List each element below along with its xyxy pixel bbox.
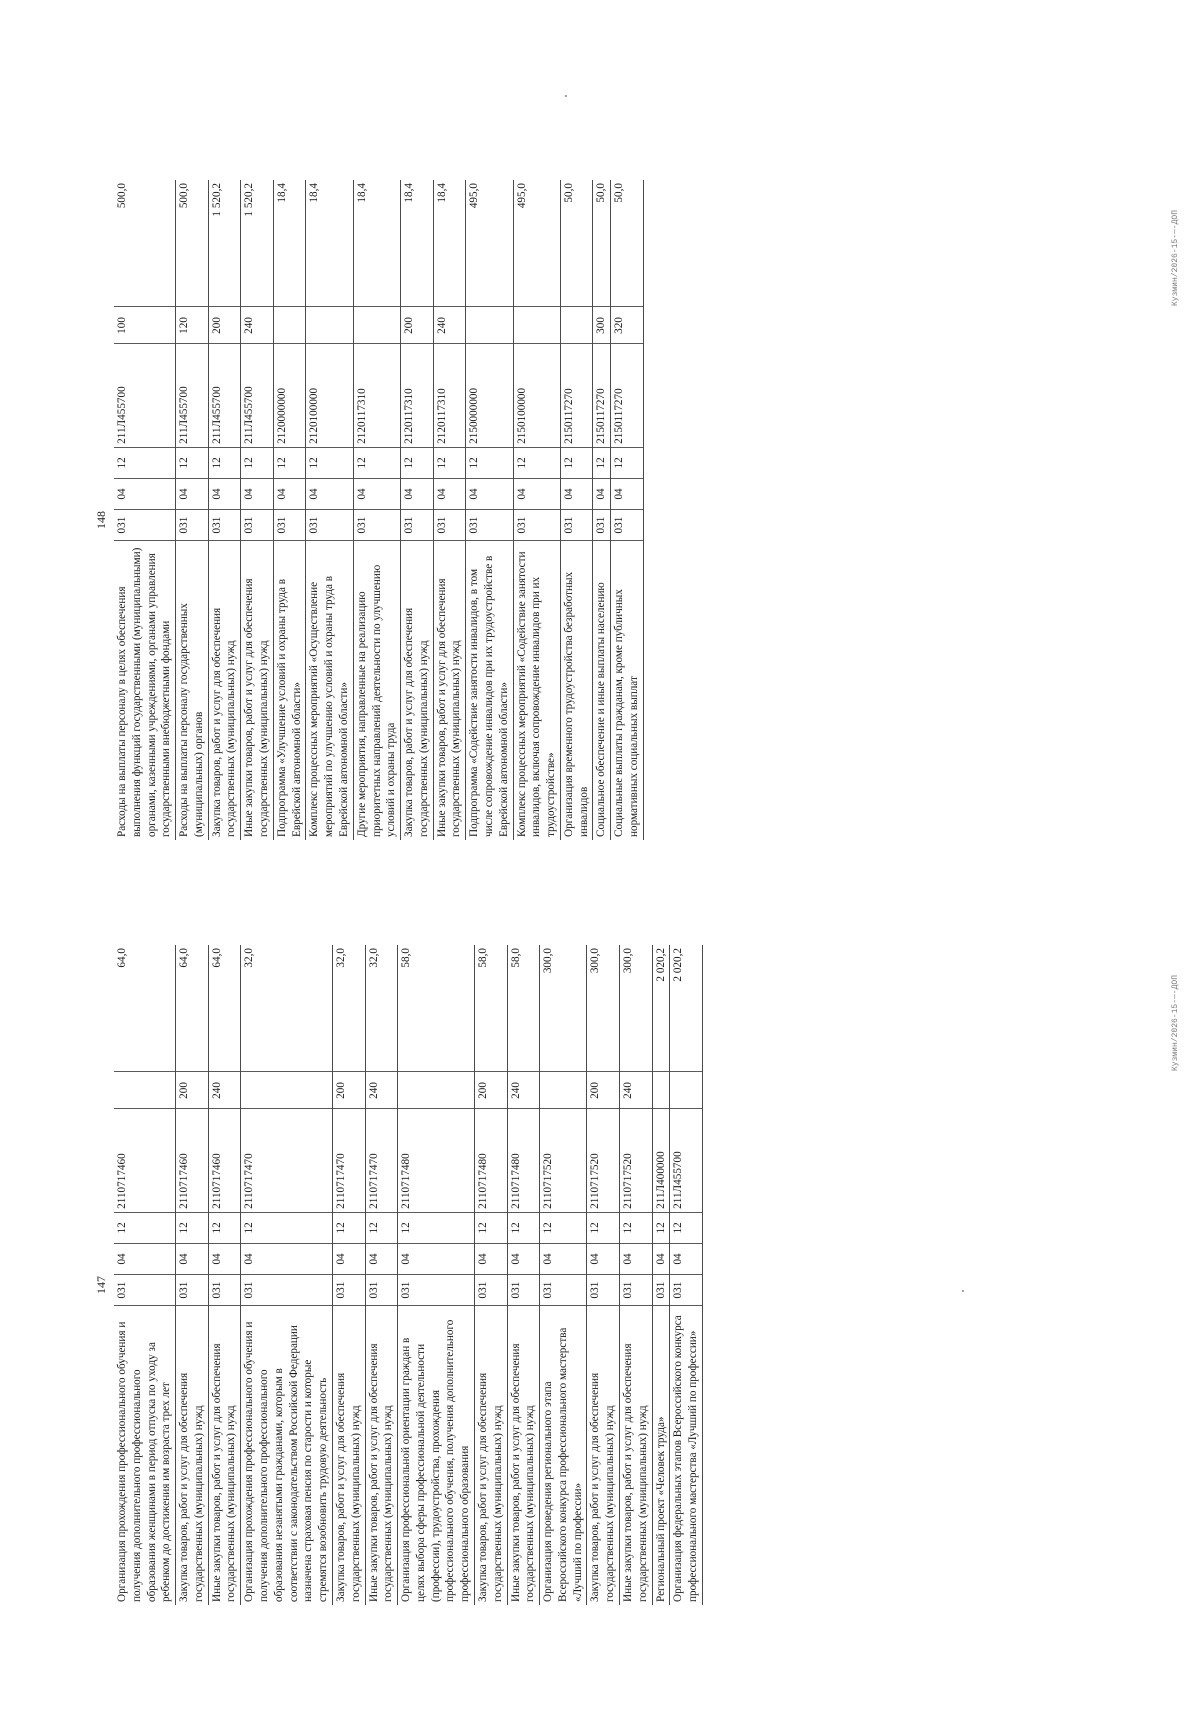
- ministry-code: 031: [652, 1275, 670, 1306]
- subsection-code: 12: [241, 447, 274, 478]
- ministry-code: 031: [560, 510, 593, 541]
- section-code: 04: [241, 478, 274, 509]
- expense-type-code: 240: [433, 307, 466, 344]
- target-article-code: 2110717480: [398, 1109, 475, 1212]
- target-article-code: 211Л455700: [241, 344, 274, 447]
- expense-type-code: [560, 307, 593, 344]
- row-name: Региональный проект «Человек труда»: [652, 1306, 670, 1605]
- page-number: 147: [94, 1276, 108, 1294]
- section-code: 04: [176, 1243, 209, 1274]
- target-article-code: 211Л455700: [114, 344, 176, 447]
- row-name: Закупка товаров, работ и услуг для обеспечения государственных (муниципальных) нужд: [474, 1306, 507, 1605]
- subsection-code: 12: [398, 1212, 475, 1243]
- ministry-code: 031: [507, 1275, 540, 1306]
- table-row: [114, 180, 176, 840]
- subsection-code: 12: [466, 447, 513, 478]
- expense-type-code: [241, 1072, 333, 1109]
- table-row: [114, 945, 176, 1605]
- section-code: 04: [433, 478, 466, 509]
- budget-table: [114, 180, 644, 840]
- section-code: 04: [401, 478, 434, 509]
- subsection-code: 12: [611, 447, 644, 478]
- table-row: [652, 945, 670, 1605]
- amount-value: 18,4: [401, 180, 434, 307]
- row-name: Закупка товаров, работ и услуг для обеспечения государственных (муниципальных) нужд: [401, 541, 434, 840]
- table-row: [273, 180, 306, 840]
- section-code: 04: [620, 1243, 653, 1274]
- table-row: [176, 180, 209, 840]
- table-row: [208, 945, 241, 1605]
- expense-type-code: [306, 307, 353, 344]
- expense-type-code: 200: [176, 1072, 209, 1109]
- subsection-code: 12: [176, 447, 209, 478]
- expense-type-code: 240: [507, 1072, 540, 1109]
- section-code: 04: [306, 478, 353, 509]
- subsection-code: 12: [114, 447, 176, 478]
- amount-value: 50,0: [593, 180, 611, 307]
- subsection-code: 12: [433, 447, 466, 478]
- table-row: [241, 945, 333, 1605]
- row-name: Закупка товаров, работ и услуг для обеспечения государственных (муниципальных) нужд: [208, 541, 241, 840]
- expense-type-code: 100: [114, 307, 176, 344]
- ministry-code: 031: [513, 510, 560, 541]
- target-article-code: 2110717470: [365, 1109, 398, 1212]
- amount-value: 50,0: [611, 180, 644, 307]
- subsection-code: 12: [507, 1212, 540, 1243]
- section-code: 04: [114, 1243, 176, 1274]
- subsection-code: 12: [114, 1212, 176, 1243]
- table-row: [433, 180, 466, 840]
- section-code: 04: [652, 1243, 670, 1274]
- subsection-code: 12: [208, 447, 241, 478]
- amount-value: 495,0: [466, 180, 513, 307]
- ministry-code: 031: [474, 1275, 507, 1306]
- section-code: 04: [560, 478, 593, 509]
- ministry-code: 031: [114, 510, 176, 541]
- target-article-code: 211Л455700: [670, 1109, 703, 1212]
- expense-type-code: 200: [587, 1072, 620, 1109]
- ministry-code: 031: [401, 510, 434, 541]
- section-code: 04: [241, 1243, 333, 1274]
- amount-value: 18,4: [306, 180, 353, 307]
- table-row: [611, 180, 644, 840]
- expense-type-code: 200: [332, 1072, 365, 1109]
- ministry-code: 031: [540, 1275, 587, 1306]
- row-name: Комплекс процессных мероприятий «Осуществление мероприятий по улучшению условий и охраны труда в Еврейской автономной области»: [306, 541, 353, 840]
- section-code: 04: [593, 478, 611, 509]
- ministry-code: 031: [433, 510, 466, 541]
- amount-value: 32,0: [365, 945, 398, 1072]
- amount-value: 500,0: [114, 180, 176, 307]
- ministry-code: 031: [611, 510, 644, 541]
- ministry-code: 031: [208, 1275, 241, 1306]
- subsection-code: 12: [332, 1212, 365, 1243]
- footer-note: Кузмин/2026-15-—-ДОП: [1171, 210, 1180, 307]
- table-row: [474, 945, 507, 1605]
- row-name: Иные закупки товаров, работ и услуг для обеспечения государственных (муниципальных) нужд: [620, 1306, 653, 1605]
- row-name: Иные закупки товаров, работ и услуг для обеспечения государственных (муниципальных) нужд: [208, 1306, 241, 1605]
- table-row: [401, 180, 434, 840]
- target-article-code: 2110717460: [176, 1109, 209, 1212]
- section-code: 04: [273, 478, 306, 509]
- subsection-code: 12: [208, 1212, 241, 1243]
- row-name: Иные закупки товаров, работ и услуг для обеспечения государственных (муниципальных) нужд: [241, 541, 274, 840]
- target-article-code: 2120000000: [273, 344, 306, 447]
- target-article-code: 2110717460: [114, 1109, 176, 1212]
- budget-table: [114, 945, 703, 1605]
- row-name: Закупка товаров, работ и услуг для обеспечения государственных (муниципальных) нужд: [332, 1306, 365, 1605]
- table-row: [208, 180, 241, 840]
- amount-value: 300,0: [587, 945, 620, 1072]
- row-name: Организация прохождения профессионального обучения и получения дополнительного профессионального образования незанятыми гражданами, которым в соответствии с законодательством Российской Федерации назначена страховая пенсия по старости и которые стремятся возобновить трудовую деятельность: [241, 1306, 333, 1605]
- amount-value: 18,4: [273, 180, 306, 307]
- section-code: 04: [365, 1243, 398, 1274]
- amount-value: 32,0: [332, 945, 365, 1072]
- amount-value: 18,4: [433, 180, 466, 307]
- subsection-code: 12: [306, 447, 353, 478]
- section-code: 04: [353, 478, 400, 509]
- target-article-code: 2120117310: [353, 344, 400, 447]
- amount-value: 300,0: [620, 945, 653, 1072]
- table-row: [176, 945, 209, 1605]
- expense-type-code: [114, 1072, 176, 1109]
- ministry-code: 031: [620, 1275, 653, 1306]
- expense-type-code: 240: [241, 307, 274, 344]
- row-name: Социальные выплаты гражданам, кроме публичных нормативных социальных выплат: [611, 541, 644, 840]
- expense-type-code: 200: [208, 307, 241, 344]
- ministry-code: 031: [176, 1275, 209, 1306]
- amount-value: 58,0: [398, 945, 475, 1072]
- table-row: [241, 180, 274, 840]
- ministry-code: 031: [241, 1275, 333, 1306]
- subsection-code: 12: [560, 447, 593, 478]
- expense-type-code: 200: [401, 307, 434, 344]
- subsection-code: 12: [401, 447, 434, 478]
- amount-value: 2 020,2: [670, 945, 703, 1072]
- section-code: 04: [670, 1243, 703, 1274]
- table-row: [593, 180, 611, 840]
- row-name: Другие мероприятия, направленные на реализацию приоритетных направлений деятельности по улучшению условий и охраны труда: [353, 541, 400, 840]
- ministry-code: 031: [398, 1275, 475, 1306]
- expense-type-code: 240: [208, 1072, 241, 1109]
- section-code: 04: [208, 1243, 241, 1274]
- amount-value: 300,0: [540, 945, 587, 1072]
- table-row: [466, 180, 513, 840]
- subsection-code: 12: [513, 447, 560, 478]
- section-code: 04: [466, 478, 513, 509]
- subsection-code: 12: [365, 1212, 398, 1243]
- footer-note: Кузмин/2026-15-—-ДОП: [1171, 975, 1180, 1072]
- row-name: Организация прохождения профессионального обучения и получения дополнительного профессионального образования женщинами в период отпуска по уходу за ребенком до достижения им возраста трех лет: [114, 1306, 176, 1605]
- row-name: Закупка товаров, работ и услуг для обеспечения государственных (муниципальных) нужд: [587, 1306, 620, 1605]
- target-article-code: 2120117310: [433, 344, 466, 447]
- amount-value: 1 520,2: [208, 180, 241, 307]
- row-name: Закупка товаров, работ и услуг для обеспечения государственных (муниципальных) нужд: [176, 1306, 209, 1605]
- page-number: 148: [94, 511, 108, 529]
- amount-value: 495,0: [513, 180, 560, 307]
- amount-value: 500,0: [176, 180, 209, 307]
- target-article-code: 211Л400000: [652, 1109, 670, 1212]
- document-page-148: [82, 180, 1192, 860]
- ministry-code: 031: [593, 510, 611, 541]
- subsection-code: 12: [593, 447, 611, 478]
- table-row: [332, 945, 365, 1605]
- target-article-code: 211Л455700: [208, 344, 241, 447]
- table-row: [353, 180, 400, 840]
- amount-value: 2 020,2: [652, 945, 670, 1072]
- table-row: [365, 945, 398, 1605]
- target-article-code: 2150117270: [560, 344, 593, 447]
- scan-speck: [962, 1290, 964, 1292]
- section-code: 04: [208, 478, 241, 509]
- section-code: 04: [513, 478, 560, 509]
- amount-value: 58,0: [474, 945, 507, 1072]
- table-row: [398, 945, 475, 1605]
- target-article-code: 2110717470: [332, 1109, 365, 1212]
- amount-value: 64,0: [208, 945, 241, 1072]
- table-row: [513, 180, 560, 840]
- target-article-code: 2110717460: [208, 1109, 241, 1212]
- amount-value: 58,0: [507, 945, 540, 1072]
- table-row: [670, 945, 703, 1605]
- target-article-code: 2110717470: [241, 1109, 333, 1212]
- expense-type-code: 240: [365, 1072, 398, 1109]
- row-name: Организация профессиональной ориентации граждан в целях выбора сферы профессиональной деятельности (профессии), трудоустройства, прохождения профессионального обучения, получения дополнительного профессионального образования: [398, 1306, 475, 1605]
- target-article-code: 2110717520: [587, 1109, 620, 1212]
- section-code: 04: [332, 1243, 365, 1274]
- target-article-code: 2150117270: [611, 344, 644, 447]
- row-name: Подпрограмма «Улучшение условий и охраны труда в Еврейской автономной области»: [273, 541, 306, 840]
- expense-type-code: [513, 307, 560, 344]
- row-name: Иные закупки товаров, работ и услуг для обеспечения государственных (муниципальных) нужд: [365, 1306, 398, 1605]
- target-article-code: 2150000000: [466, 344, 513, 447]
- expense-type-code: [540, 1072, 587, 1109]
- expense-type-code: 200: [474, 1072, 507, 1109]
- section-code: 04: [176, 478, 209, 509]
- ministry-code: 031: [466, 510, 513, 541]
- table-row: [560, 180, 593, 840]
- row-name: Социальное обеспечение и иные выплаты населению: [593, 541, 611, 840]
- amount-value: 64,0: [176, 945, 209, 1072]
- subsection-code: 12: [176, 1212, 209, 1243]
- ministry-code: 031: [587, 1275, 620, 1306]
- target-article-code: 2110717520: [540, 1109, 587, 1212]
- ministry-code: 031: [176, 510, 209, 541]
- target-article-code: 2150100000: [513, 344, 560, 447]
- section-code: 04: [114, 478, 176, 509]
- subsection-code: 12: [540, 1212, 587, 1243]
- expense-type-code: [353, 307, 400, 344]
- target-article-code: 2110717480: [507, 1109, 540, 1212]
- subsection-code: 12: [670, 1212, 703, 1243]
- amount-value: 18,4: [353, 180, 400, 307]
- subsection-code: 12: [353, 447, 400, 478]
- subsection-code: 12: [241, 1212, 333, 1243]
- document-page-147: [82, 945, 1192, 1625]
- expense-type-code: [670, 1072, 703, 1109]
- section-code: 04: [474, 1243, 507, 1274]
- section-code: 04: [398, 1243, 475, 1274]
- ministry-code: 031: [332, 1275, 365, 1306]
- row-name: Иные закупки товаров, работ и услуг для обеспечения государственных (муниципальных) нужд: [507, 1306, 540, 1605]
- row-name: Расходы на выплаты персоналу государственных (муниципальных) органов: [176, 541, 209, 840]
- ministry-code: 031: [273, 510, 306, 541]
- ministry-code: 031: [353, 510, 400, 541]
- table-row: [540, 945, 587, 1605]
- budget-table-body: [114, 180, 643, 840]
- row-name: Организация федеральных этапов Всероссийского конкурса профессионального мастерства «Лучший по профессии»: [670, 1306, 703, 1605]
- section-code: 04: [587, 1243, 620, 1274]
- subsection-code: 12: [587, 1212, 620, 1243]
- table-row: [507, 945, 540, 1605]
- table-row: [620, 945, 653, 1605]
- expense-type-code: 300: [593, 307, 611, 344]
- target-article-code: 2110717480: [474, 1109, 507, 1212]
- ministry-code: 031: [306, 510, 353, 541]
- target-article-code: 2120100000: [306, 344, 353, 447]
- subsection-code: 12: [273, 447, 306, 478]
- amount-value: 64,0: [114, 945, 176, 1072]
- amount-value: 1 520,2: [241, 180, 274, 307]
- table-row: [306, 180, 353, 840]
- subsection-code: 12: [620, 1212, 653, 1243]
- subsection-code: 12: [652, 1212, 670, 1243]
- section-code: 04: [611, 478, 644, 509]
- section-code: 04: [507, 1243, 540, 1274]
- expense-type-code: [466, 307, 513, 344]
- expense-type-code: [273, 307, 306, 344]
- expense-type-code: 320: [611, 307, 644, 344]
- target-article-code: 2120117310: [401, 344, 434, 447]
- expense-type-code: 240: [620, 1072, 653, 1109]
- scan-speck: [565, 95, 567, 97]
- row-name: Организация проведения регионального этапа Всероссийского конкурса профессионального мастерства «Лучший по профессии»: [540, 1306, 587, 1605]
- amount-value: 32,0: [241, 945, 333, 1072]
- row-name: Подпрограмма «Содействие занятости инвалидов, в том числе сопровождение инвалидов при их трудоустройстве в Еврейской автономной области»: [466, 541, 513, 840]
- row-name: Организация временного трудоустройства безработных инвалидов: [560, 541, 593, 840]
- amount-value: 50,0: [560, 180, 593, 307]
- expense-type-code: [652, 1072, 670, 1109]
- expense-type-code: 120: [176, 307, 209, 344]
- target-article-code: 211Л455700: [176, 344, 209, 447]
- expense-type-code: [398, 1072, 475, 1109]
- ministry-code: 031: [208, 510, 241, 541]
- target-article-code: 2110717520: [620, 1109, 653, 1212]
- table-row: [587, 945, 620, 1605]
- ministry-code: 031: [114, 1275, 176, 1306]
- row-name: Иные закупки товаров, работ и услуг для обеспечения государственных (муниципальных) нужд: [433, 541, 466, 840]
- ministry-code: 031: [241, 510, 274, 541]
- target-article-code: 2150117270: [593, 344, 611, 447]
- budget-table-body: [114, 945, 702, 1605]
- ministry-code: 031: [670, 1275, 703, 1306]
- row-name: Комплекс процессных мероприятий «Содействие занятости инвалидов, включая сопровождение инвалидов при их трудоустройстве»: [513, 541, 560, 840]
- row-name: Расходы на выплаты персоналу в целях обеспечения выполнения функций государственными (муниципальными) органами, казенными учреждениями, органами управления государственными внебюджетными фондами: [114, 541, 176, 840]
- section-code: 04: [540, 1243, 587, 1274]
- ministry-code: 031: [365, 1275, 398, 1306]
- subsection-code: 12: [474, 1212, 507, 1243]
